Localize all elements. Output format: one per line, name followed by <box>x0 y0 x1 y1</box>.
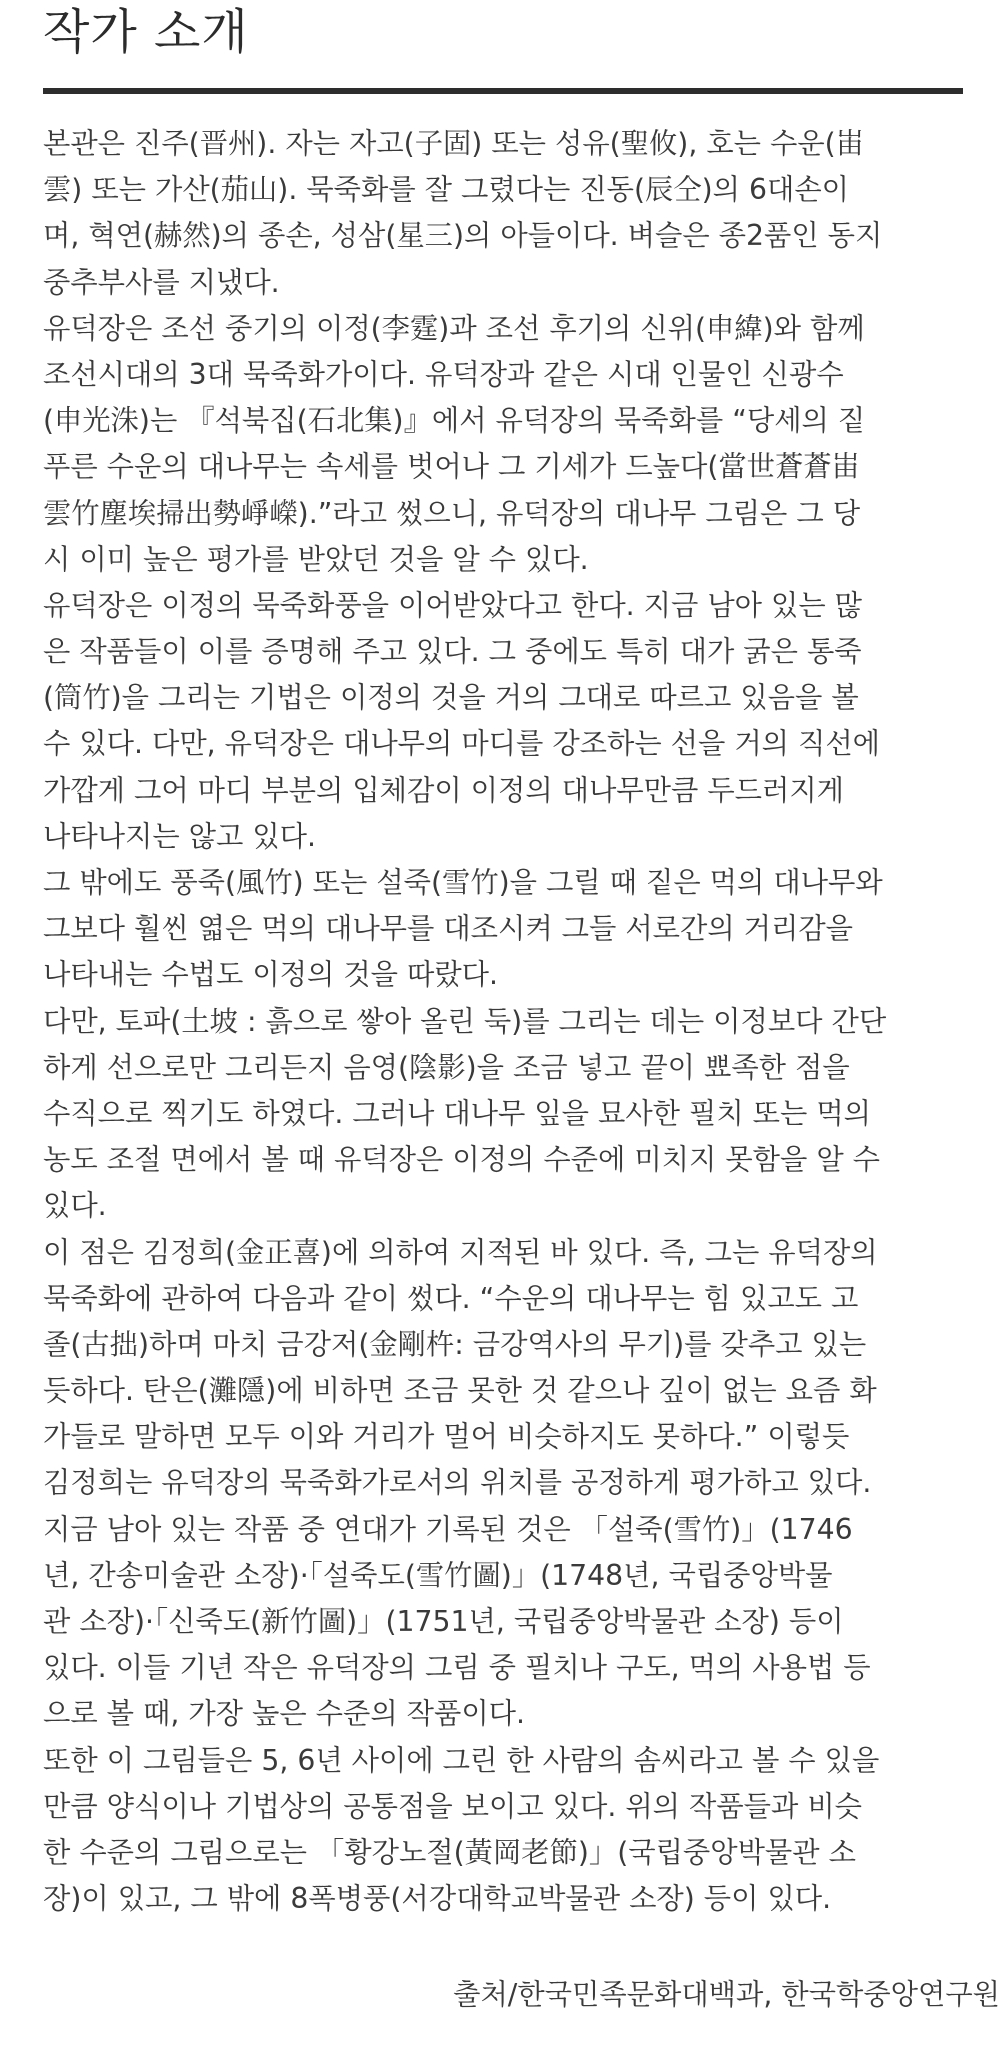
text-line: 듯하다. 탄은(灘隱)에 비하면 조금 못한 것 같으나 깊이 없는 요즘 화 <box>43 1374 877 1408</box>
text-line: 장)이 있고, 그 밖에 8폭병풍(서강대학교박물관 소장) 등이 있다. <box>43 1882 832 1916</box>
source-credit: 출처/한국민족문화대백과, 한국학중앙연구원 <box>453 1978 1000 2011</box>
text-line: 다만, 토파(土坡 : 흙으로 쌓아 올린 둑)를 그리는 데는 이정보다 간단 <box>43 1004 887 1038</box>
title-divider <box>43 88 963 94</box>
paragraph <box>43 1738 963 1923</box>
page-title: 작가 소개 <box>43 4 249 60</box>
text-line: 하게 선으로만 그리든지 음영(陰影)을 조금 넣고 끝이 뾰족한 점을 <box>43 1050 850 1084</box>
text-line: 지금 남아 있는 작품 중 연대가 기록된 것은 「설죽(雪竹)」(1746 <box>43 1512 853 1546</box>
paragraph <box>43 1507 963 1738</box>
text-line: 관 소장)·「신죽도(新竹圖)」(1751년, 국립중앙박물관 소장) 등이 <box>43 1605 844 1638</box>
article-body <box>43 121 963 1922</box>
text-line: 雲竹塵埃掃出勢崢嶸).”라고 썼으니, 유덕장의 대나무 그림은 그 당 <box>43 496 861 530</box>
text-line: 은 작품들이 이를 증명해 주고 있다. 그 중에도 특히 대가 굵은 통죽 <box>43 635 862 669</box>
text-line: 雲) 또는 가산(茄山). 묵죽화를 잘 그렸다는 진동(辰仝)의 6대손이 <box>43 173 850 207</box>
text-line: 으로 볼 때, 가장 높은 수준의 작품이다. <box>43 1697 525 1731</box>
paragraph <box>43 1230 963 1507</box>
text-line: 가깝게 그어 마디 부분의 입체감이 이정의 대나무만큼 두드러지게 <box>43 773 845 807</box>
text-line: 졸(古拙)하며 마치 금강저(金剛杵: 금강역사의 무기)를 갖추고 있는 <box>43 1327 867 1361</box>
text-line: (申光洙)는 『석북집(石北集)』에서 유덕장의 묵죽화를 “당세의 짙 <box>43 404 866 438</box>
text-line: 며, 혁연(赫然)의 종손, 성삼(星三)의 아들이다. 벼슬은 종2품인 동지 <box>43 219 883 253</box>
text-line: 시 이미 높은 평가를 받았던 것을 알 수 있다. <box>43 542 589 576</box>
text-line: 묵죽화에 관하여 다음과 같이 썼다. “수운의 대나무는 힘 있고도 고 <box>43 1281 859 1315</box>
paragraph <box>43 583 963 860</box>
text-line: 유덕장은 조선 중기의 이정(李霆)과 조선 후기의 신위(申緯)와 함께 <box>43 311 865 345</box>
text-line: 년, 간송미술관 소장)·「설죽도(雪竹圖)」(1748년, 국립중앙박물 <box>43 1558 833 1592</box>
paragraph <box>43 999 963 1230</box>
text-line: (筒竹)을 그리는 기법은 이정의 것을 거의 그대로 따르고 있음을 볼 <box>43 681 859 715</box>
text-line: 본관은 진주(晋州). 자는 자고(子固) 또는 성유(聖攸), 호는 수운(峀 <box>43 127 865 160</box>
text-line: 수직으로 찍기도 하였다. 그러나 대나무 잎을 묘사한 필치 또는 먹의 <box>43 1096 871 1130</box>
text-line: 그보다 훨씬 엷은 먹의 대나무를 대조시켜 그들 서로간의 거리감을 <box>43 912 853 946</box>
text-line: 있다. 이들 기년 작은 유덕장의 그림 중 필치나 구도, 먹의 사용법 등 <box>43 1651 871 1685</box>
text-line: 유덕장은 이정의 묵죽화풍을 이어받았다고 한다. 지금 남아 있는 많 <box>43 588 862 622</box>
article <box>43 0 963 1922</box>
text-line: 그 밖에도 풍죽(風竹) 또는 설죽(雪竹)을 그릴 때 짙은 먹의 대나무와 <box>43 866 883 899</box>
text-line: 또한 이 그림들은 5, 6년 사이에 그린 한 사람의 솜씨라고 볼 수 있을 <box>43 1743 880 1777</box>
paragraph <box>43 860 963 999</box>
text-line: 이 점은 김정희(金正喜)에 의하여 지적된 바 있다. 즉, 그는 유덕장의 <box>43 1235 878 1269</box>
text-line: 나타내는 수법도 이정의 것을 따랐다. <box>43 958 498 992</box>
text-line: 수 있다. 다만, 유덕장은 대나무의 마디를 강조하는 선을 거의 직선에 <box>43 727 880 761</box>
text-line: 김정희는 유덕장의 묵죽화가로서의 위치를 공정하게 평가하고 있다. <box>43 1466 872 1500</box>
text-line: 푸른 수운의 대나무는 속세를 벗어나 그 기세가 드높다(當世蒼蒼峀 <box>43 450 860 484</box>
paragraph <box>43 121 963 306</box>
paragraph <box>43 306 963 583</box>
text-line: 중추부사를 지냈다. <box>43 265 280 299</box>
text-line: 한 수준의 그림으로는 「황강노절(黃岡老節)」(국립중앙박물관 소 <box>43 1835 856 1869</box>
text-line: 나타나지는 않고 있다. <box>43 819 316 853</box>
text-line: 가들로 말하면 모두 이와 거리가 멀어 비슷하지도 못하다.” 이렇듯 <box>43 1420 850 1454</box>
text-line: 있다. <box>43 1189 107 1223</box>
text-line: 농도 조절 면에서 볼 때 유덕장은 이정의 수준에 미치지 못함을 알 수 <box>43 1143 880 1177</box>
text-line: 만큼 양식이나 기법상의 공통점을 보이고 있다. 위의 작품들과 비슷 <box>43 1789 862 1823</box>
text-line: 조선시대의 3대 묵죽화가이다. 유덕장과 같은 시대 인물인 신광수 <box>43 357 844 391</box>
